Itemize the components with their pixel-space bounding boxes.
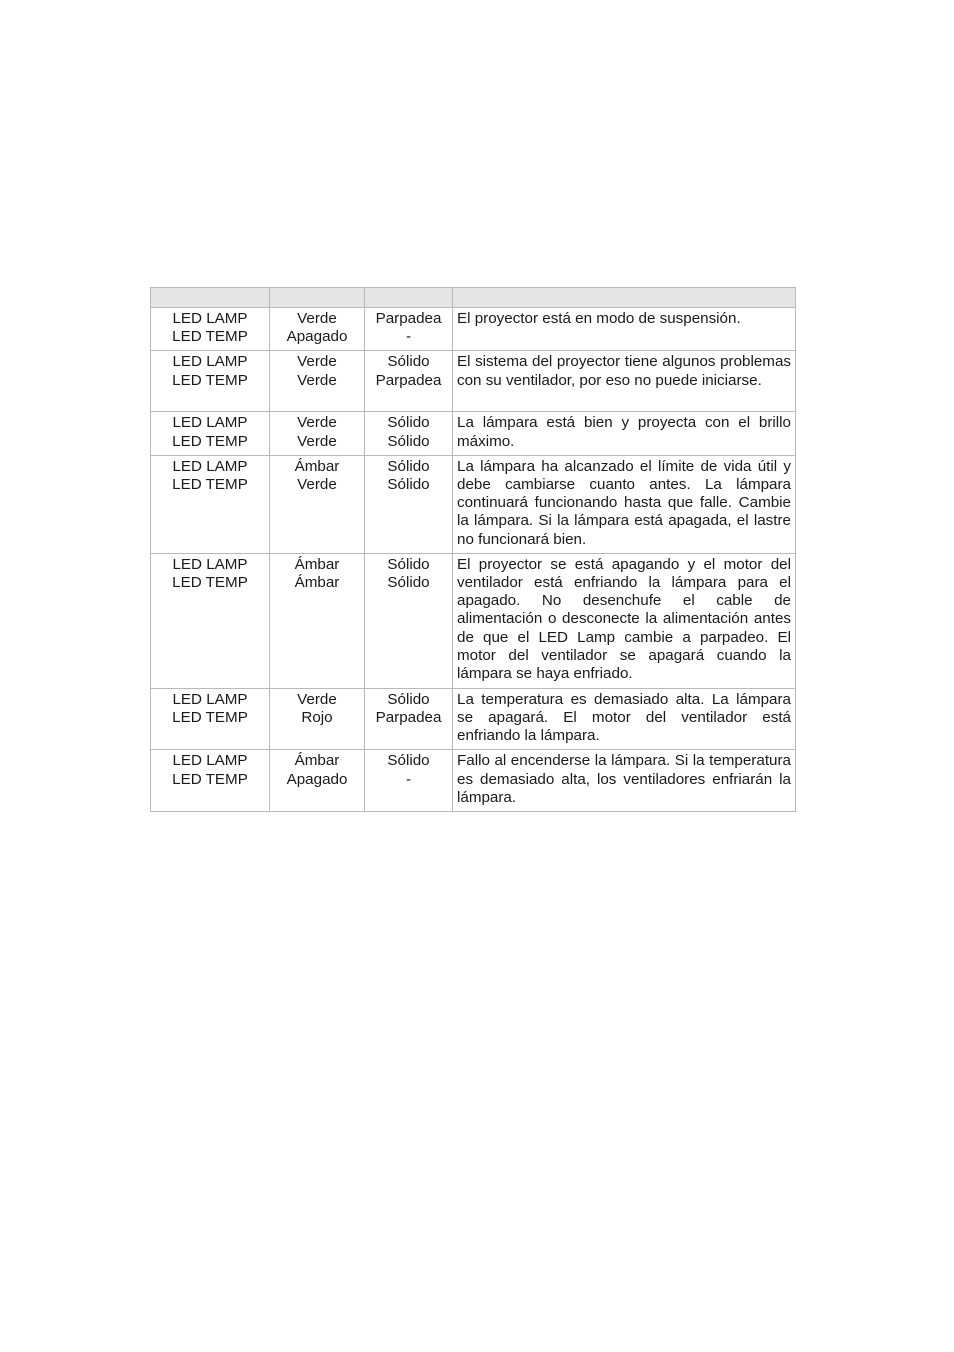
status-description: La lámpara está bien y proyecta con el brillo máximo. [453, 412, 796, 455]
led-names-cell [151, 351, 270, 412]
led-states-cell [365, 688, 453, 750]
temp-state: Sólido [387, 476, 430, 494]
led-lamp-label: LED LAMP [172, 414, 248, 432]
led-colors-cell [270, 308, 365, 351]
lamp-state: Sólido [387, 555, 430, 573]
lamp-state: Sólido [387, 353, 430, 371]
lamp-state: Parpadea [375, 310, 442, 327]
temp-color: Verde [297, 476, 337, 494]
status-description: El proyector se está apagando y el motor del ventilador está enfriando la lámpara para el apagado. No desenchufe el cable de alimentación o desconecte la alimentación antes de que el LED Lamp cambie a parpadeo. El motor del ventilador se apagará cuando la lámpara se haya enfriado. [453, 553, 796, 688]
led-status-table [150, 287, 796, 812]
temp-color: Rojo [301, 709, 333, 727]
lamp-state: Sólido [387, 457, 430, 475]
lamp-color: Ámbar [294, 457, 340, 475]
led-colors-cell [270, 412, 365, 455]
led-lamp-label: LED LAMP [172, 555, 248, 573]
lamp-color: Verde [297, 414, 337, 432]
led-states-cell [365, 455, 453, 553]
lamp-color: Verde [297, 353, 337, 371]
led-names-cell [151, 750, 270, 812]
led-states-cell [365, 412, 453, 455]
led-states-cell [365, 351, 453, 412]
temp-state: - [405, 328, 412, 346]
lamp-state: Sólido [387, 690, 430, 708]
lamp-color: Ámbar [294, 752, 340, 770]
temp-state: Parpadea [375, 709, 442, 727]
led-colors-cell [270, 688, 365, 750]
led-lamp-label: LED LAMP [172, 353, 248, 371]
temp-state: Sólido [387, 574, 430, 592]
led-colors-cell [270, 750, 365, 812]
table-row [151, 750, 796, 812]
temp-color: Verde [297, 371, 337, 389]
led-lamp-label: LED LAMP [172, 752, 248, 770]
led-names-cell [151, 412, 270, 455]
status-description: El sistema del proyector tiene algunos problemas con su ventilador, por eso no puede iniciarse. [453, 351, 796, 412]
led-temp-label: LED TEMP [172, 476, 248, 494]
table-row [151, 351, 796, 412]
led-names-cell [151, 308, 270, 351]
temp-state: Parpadea [375, 371, 442, 389]
status-description: La lámpara ha alcanzado el límite de vida útil y debe cambiarse cuanto antes. La lámpara continuará funcionando hasta que falle. Cambie la lámpara. Si la lámpara está apagada, el lastre no funcionará bien. [453, 455, 796, 553]
table-header-row [151, 288, 796, 308]
lamp-state: Sólido [387, 752, 430, 770]
header-cell-description [453, 288, 796, 308]
temp-state: - [405, 770, 412, 788]
led-states-cell [365, 750, 453, 812]
table-row [151, 455, 796, 553]
led-temp-label: LED TEMP [172, 432, 248, 450]
lamp-state: Sólido [387, 414, 430, 432]
temp-color: Apagado [286, 328, 348, 346]
led-colors-cell [270, 553, 365, 688]
header-cell-color [270, 288, 365, 308]
led-colors-cell [270, 351, 365, 412]
led-lamp-label: LED LAMP [172, 690, 248, 708]
led-names-cell [151, 553, 270, 688]
temp-color: Apagado [286, 770, 348, 788]
lamp-color: Ámbar [294, 555, 340, 573]
header-cell-led [151, 288, 270, 308]
status-description: El proyector está en modo de suspensión. [453, 308, 796, 351]
led-temp-label: LED TEMP [172, 371, 248, 389]
status-description: La temperatura es demasiado alta. La lámpara se apagará. El motor del ventilador está enfriando la lámpara. [453, 688, 796, 750]
led-temp-label: LED TEMP [172, 328, 248, 346]
led-lamp-label: LED LAMP [172, 457, 248, 475]
led-lamp-label: LED LAMP [172, 310, 248, 327]
temp-color: Ámbar [294, 574, 340, 592]
table-row [151, 412, 796, 455]
led-states-cell [365, 308, 453, 351]
temp-state: Sólido [387, 432, 430, 450]
led-colors-cell [270, 455, 365, 553]
lamp-color: Verde [297, 310, 337, 327]
led-temp-label: LED TEMP [172, 770, 248, 788]
led-temp-label: LED TEMP [172, 709, 248, 727]
led-states-cell [365, 553, 453, 688]
header-cell-state [365, 288, 453, 308]
temp-color: Verde [297, 432, 337, 450]
table-row [151, 308, 796, 351]
led-names-cell [151, 688, 270, 750]
led-names-cell [151, 455, 270, 553]
lamp-color: Verde [297, 690, 337, 708]
led-temp-label: LED TEMP [172, 574, 248, 592]
table-row [151, 553, 796, 688]
status-description: Fallo al encenderse la lámpara. Si la temperatura es demasiado alta, los ventiladores enfriarán la lámpara. [453, 750, 796, 812]
table-row [151, 688, 796, 750]
